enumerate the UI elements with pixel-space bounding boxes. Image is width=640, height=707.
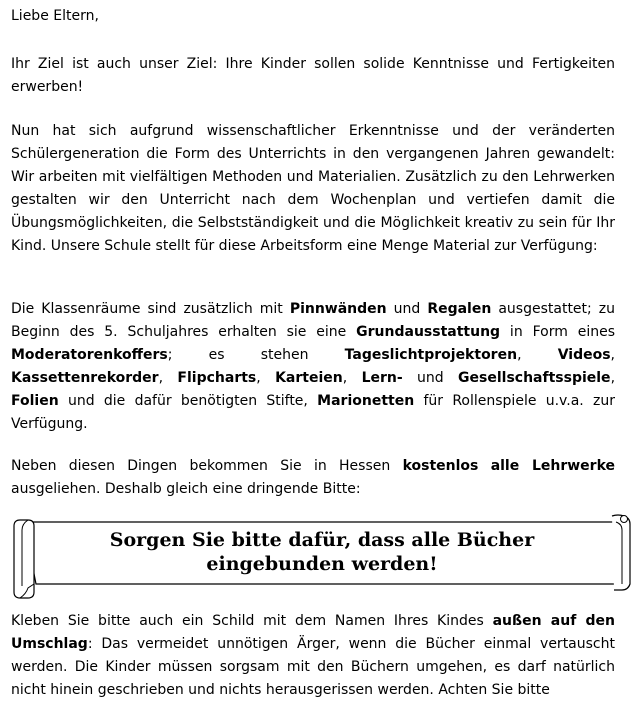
text-span: in Form eines: [500, 324, 615, 340]
text-span: ,: [610, 370, 616, 386]
text-span: ,: [158, 370, 178, 386]
scroll-banner: [8, 512, 638, 600]
paragraph-book-care: [11, 610, 615, 702]
paragraph-goal: Ihr Ziel ist auch unser Ziel: Ihre Kinder sollen solide Kenntnisse und Fertigkeiten erwerben!: [11, 56, 615, 95]
text-span: [478, 458, 490, 474]
text-span: und die dafür benötigten Stifte,: [58, 393, 318, 409]
text-span: Neben diesen Dingen bekommen Sie in Hessen: [11, 458, 403, 474]
bold-term-kostenlos: kostenlos: [402, 458, 479, 474]
bold-term-pinnwaende: Pinnwänden: [289, 301, 387, 317]
bold-term-videos: Videos: [557, 347, 611, 363]
text-span: und: [386, 301, 428, 317]
paragraph-free-textbooks: [11, 455, 615, 501]
bold-term-lern: Lern-: [361, 370, 403, 386]
bold-term-gesellschaftsspiele: Gesellschaftsspiele: [458, 370, 611, 386]
text-span: ,: [256, 370, 276, 386]
text-span: Kleben Sie bitte auch ein Schild mit dem Namen Ihres Kindes: [11, 613, 493, 629]
bold-term-marionetten: Marionetten: [317, 393, 415, 409]
paragraph-teaching-methods: Nun hat sich aufgrund wissenschaftlicher Erkenntnisse und der veränderten Schülergeneration die Form des Unterrichts in den vergangenen Jahren gewandelt: Wir arbeiten mit vielfältigen Methoden und Materialien. Zusätzlich zu den Lehrwerken gestalten wir den Unterricht nach dem Wochenplan und vertiefen damit die Übungsmöglichkeiten, die Selbstständigkeit und die Möglichkeit kreativ zu sein für Ihr Kind. Unsere Schule stellt für diese Arbeitsform eine Menge Material zur Verfügung:: [11, 123, 615, 254]
bold-term-regale: Regalen: [427, 301, 492, 317]
banner-line-1: Sorgen Sie bitte dafür, dass alle Bücher: [109, 529, 535, 551]
bold-term-grundausstattung: Grundausstattung: [356, 324, 501, 340]
text-span: ; es stehen: [167, 347, 345, 363]
bold-term-karteien: Karteien: [275, 370, 343, 386]
text-span: und: [402, 370, 459, 386]
bold-term-aussen-auf-den-umschlag: außen auf den Umschlag: [11, 613, 615, 652]
text-span: Die Klassenräume sind zusätzlich mit: [11, 301, 290, 317]
bold-term-alle-lehrwerke: alle Lehrwerke: [490, 458, 616, 474]
paragraph-classroom-materials: [11, 298, 615, 436]
banner-text: [48, 528, 596, 576]
text-span: ausgestattet; zu Beginn des 5. Schuljahres erhalten sie eine: [11, 301, 615, 340]
bold-term-kassettenrekorder: Kassettenrekorder: [11, 370, 159, 386]
text-span: ,: [342, 370, 362, 386]
bold-term-folien: Folien: [11, 393, 59, 409]
text-span: ,: [517, 347, 558, 363]
text-span: ,: [610, 347, 615, 363]
bold-term-flipcharts: Flipcharts: [177, 370, 257, 386]
bold-term-moderatorenkoffer: Moderatorenkoffers: [11, 347, 168, 363]
banner-line-2: eingebunden werden!: [206, 553, 438, 575]
text-span: für Rollenspiele u.v.a. zur Verfügung.: [11, 393, 616, 432]
bold-term-tageslichtprojektoren: Tageslichtprojektoren: [344, 347, 518, 363]
greeting: Liebe Eltern,: [11, 8, 99, 24]
text-span: : Das vermeidet unnötigen Ärger, wenn die Bücher einmal vertauscht werden. Die Kinder müssen sorgsam mit den Büchern umgehen, es darf natürlich nicht hinein geschrieben und nichts herausgerissen werden. Achten Sie bitte: [11, 636, 615, 698]
text-span: ausgeliehen. Deshalb gleich eine dringende Bitte:: [11, 481, 361, 497]
